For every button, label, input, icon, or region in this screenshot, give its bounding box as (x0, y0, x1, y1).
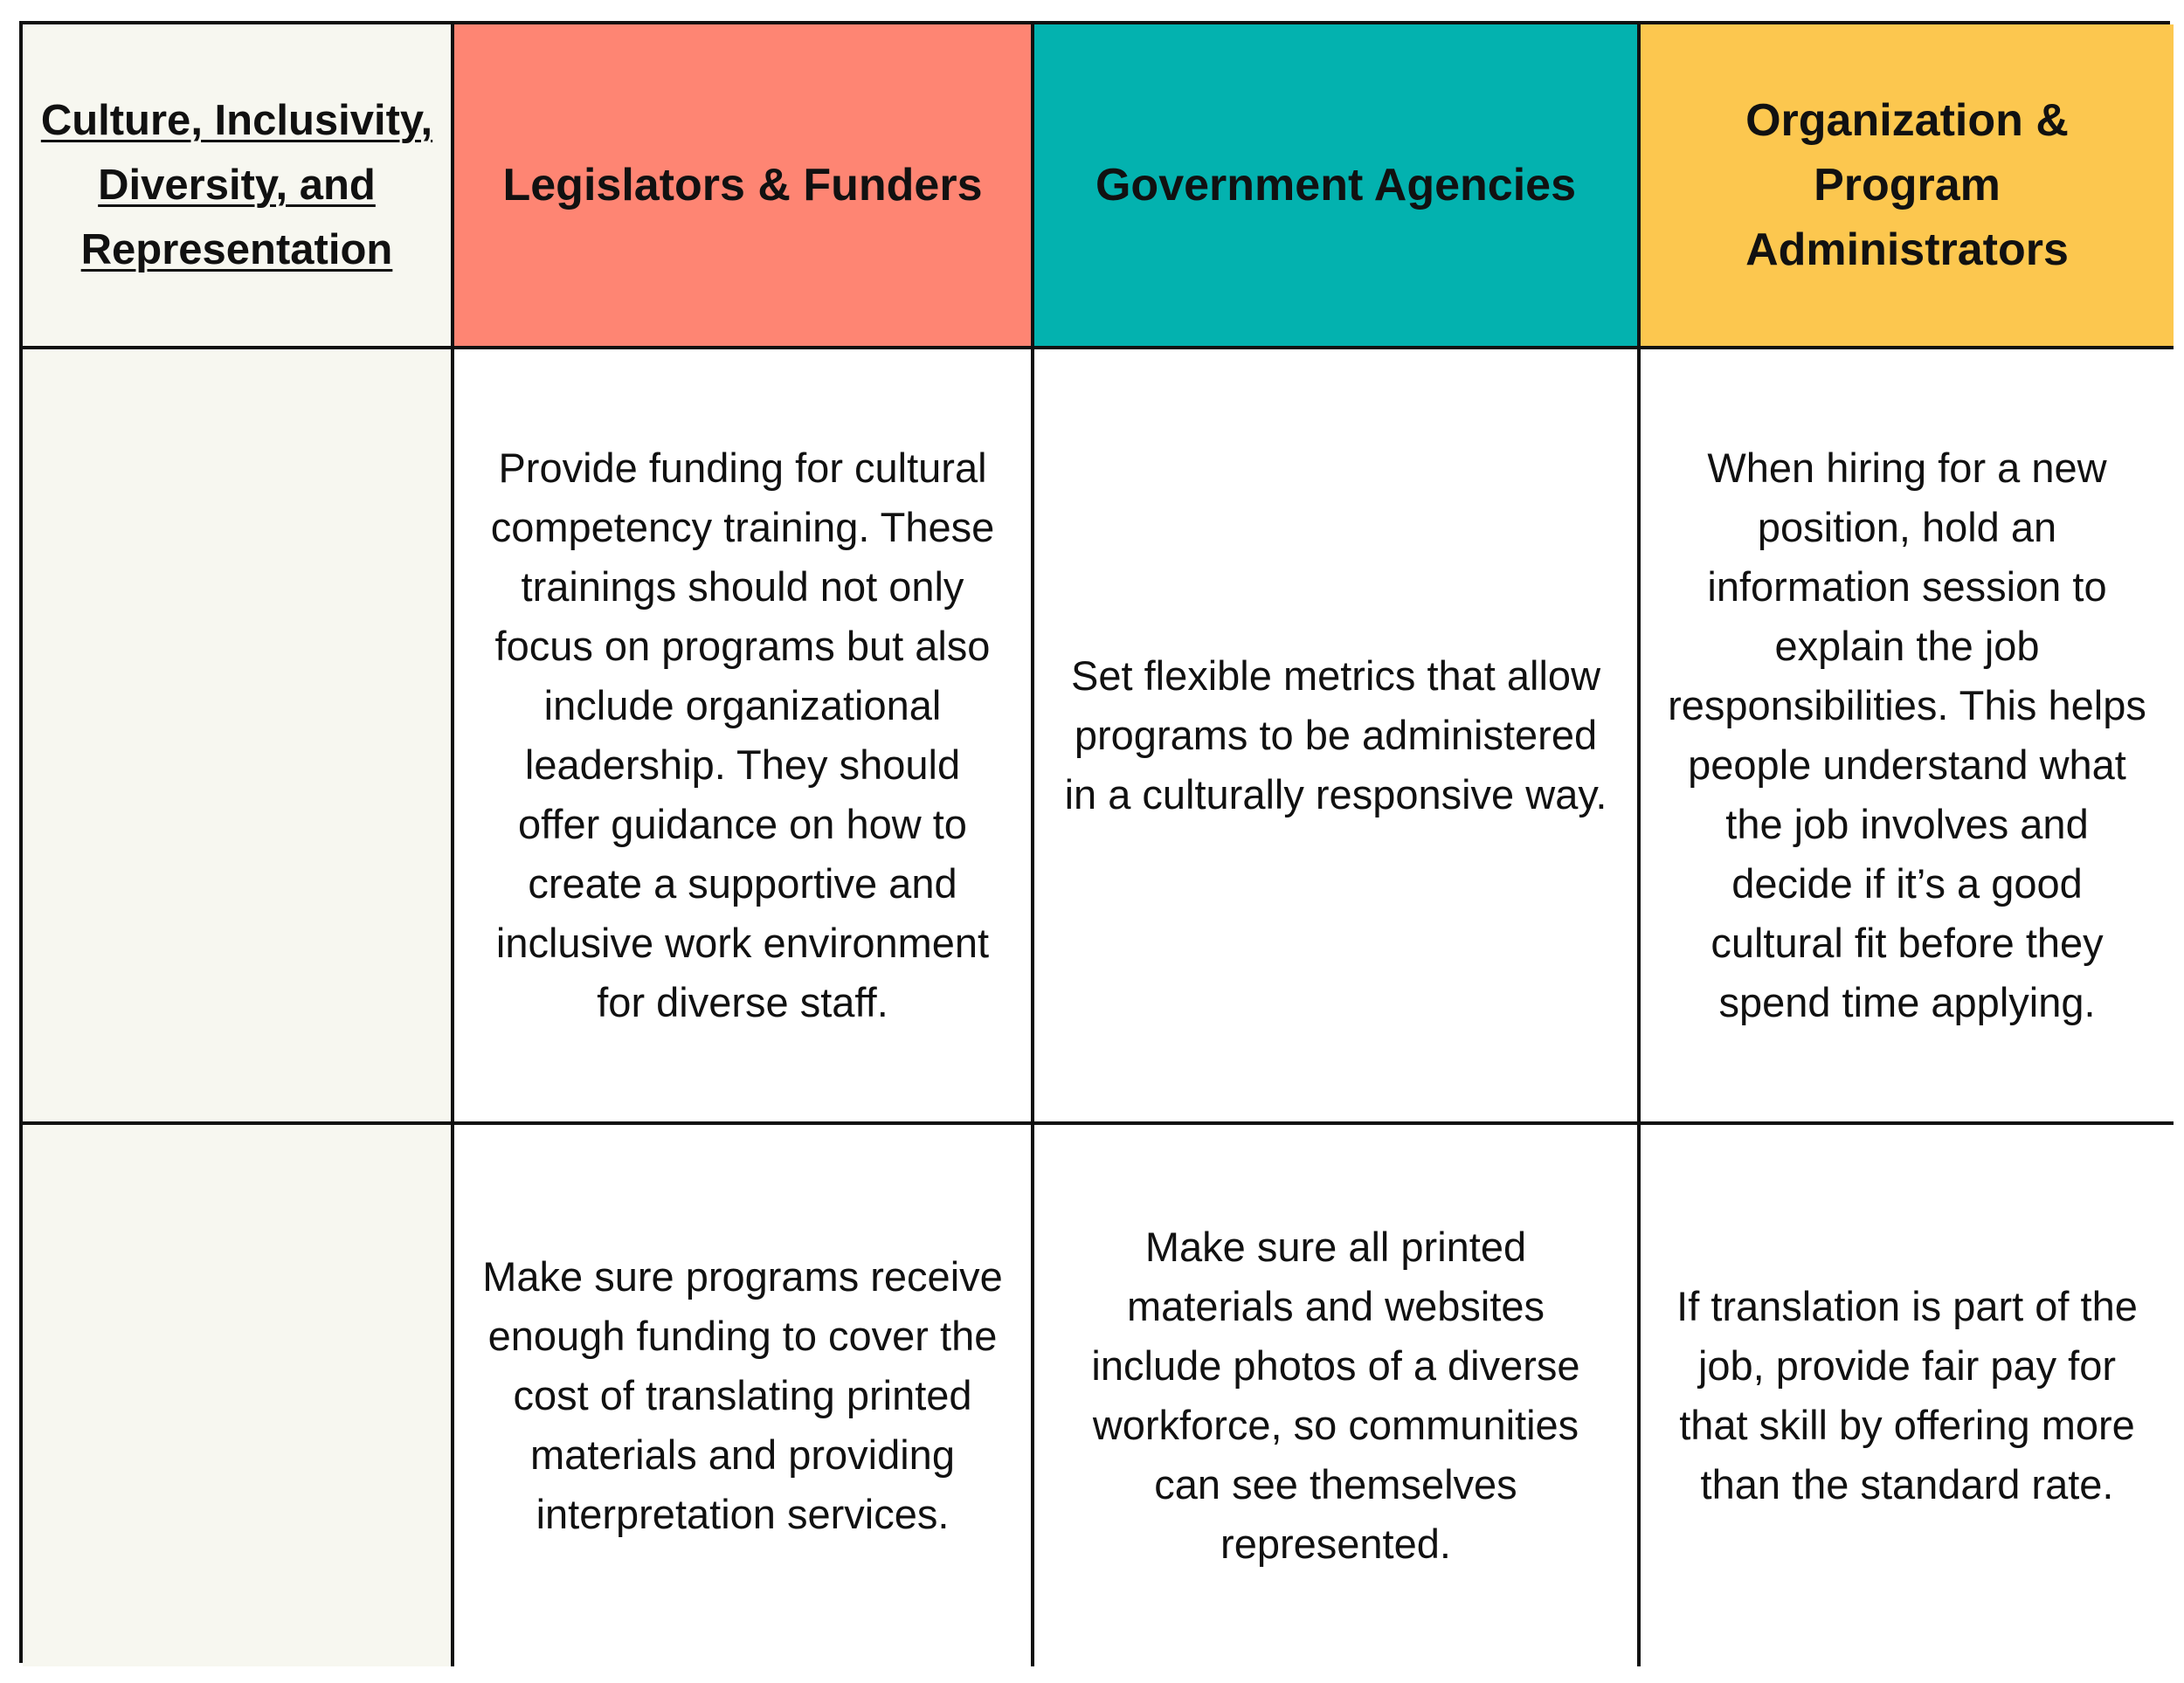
column-header-legislators-funders (454, 24, 1034, 349)
cell-text: When hiring for a new position, hold an information session to explain the job responsibilities. This helps people understand what the job involves and decide if it’s a good cultural fit before they spend time applying. (1668, 445, 2146, 1025)
row-label-cell (23, 349, 454, 1125)
table-cell (1641, 1125, 2174, 1666)
column-header-label: Government Agencies (1095, 160, 1576, 210)
recommendations-table (19, 21, 2170, 1663)
corner-header-text: Culture, Inclusivity, Diversity, and Representation (40, 97, 433, 273)
column-header-label: Organization & Program Administrators (1745, 95, 2069, 275)
column-header-organization-program-administrators (1641, 24, 2174, 349)
column-header-label: Legislators & Funders (502, 160, 983, 210)
row-label-cell (23, 1125, 454, 1666)
cell-text: Set flexible metrics that allow programs to be administered in a culturally responsive way. (1064, 652, 1607, 817)
table-cell (1641, 349, 2174, 1125)
column-header-government-agencies (1034, 24, 1641, 349)
corner-header-cell (23, 24, 454, 349)
cell-text: Make sure programs receive enough funding to cover the cost of translating printed materials and providing interpretation services. (482, 1253, 1003, 1537)
table-cell (1034, 1125, 1641, 1666)
table-cell (454, 349, 1034, 1125)
cell-text: Make sure all printed materials and websites include photos of a diverse workforce, so communities can see themselves represented. (1091, 1224, 1580, 1567)
cell-text: Provide funding for cultural competency training. These trainings should not only focus on programs but also include organizational leadership. They should offer guidance on how to create a supportive and inclusive work environment for diverse staff. (490, 445, 995, 1025)
table-cell (454, 1125, 1034, 1666)
table-cell (1034, 349, 1641, 1125)
cell-text: If translation is part of the job, provide fair pay for that skill by offering more than the standard rate. (1676, 1283, 2138, 1507)
